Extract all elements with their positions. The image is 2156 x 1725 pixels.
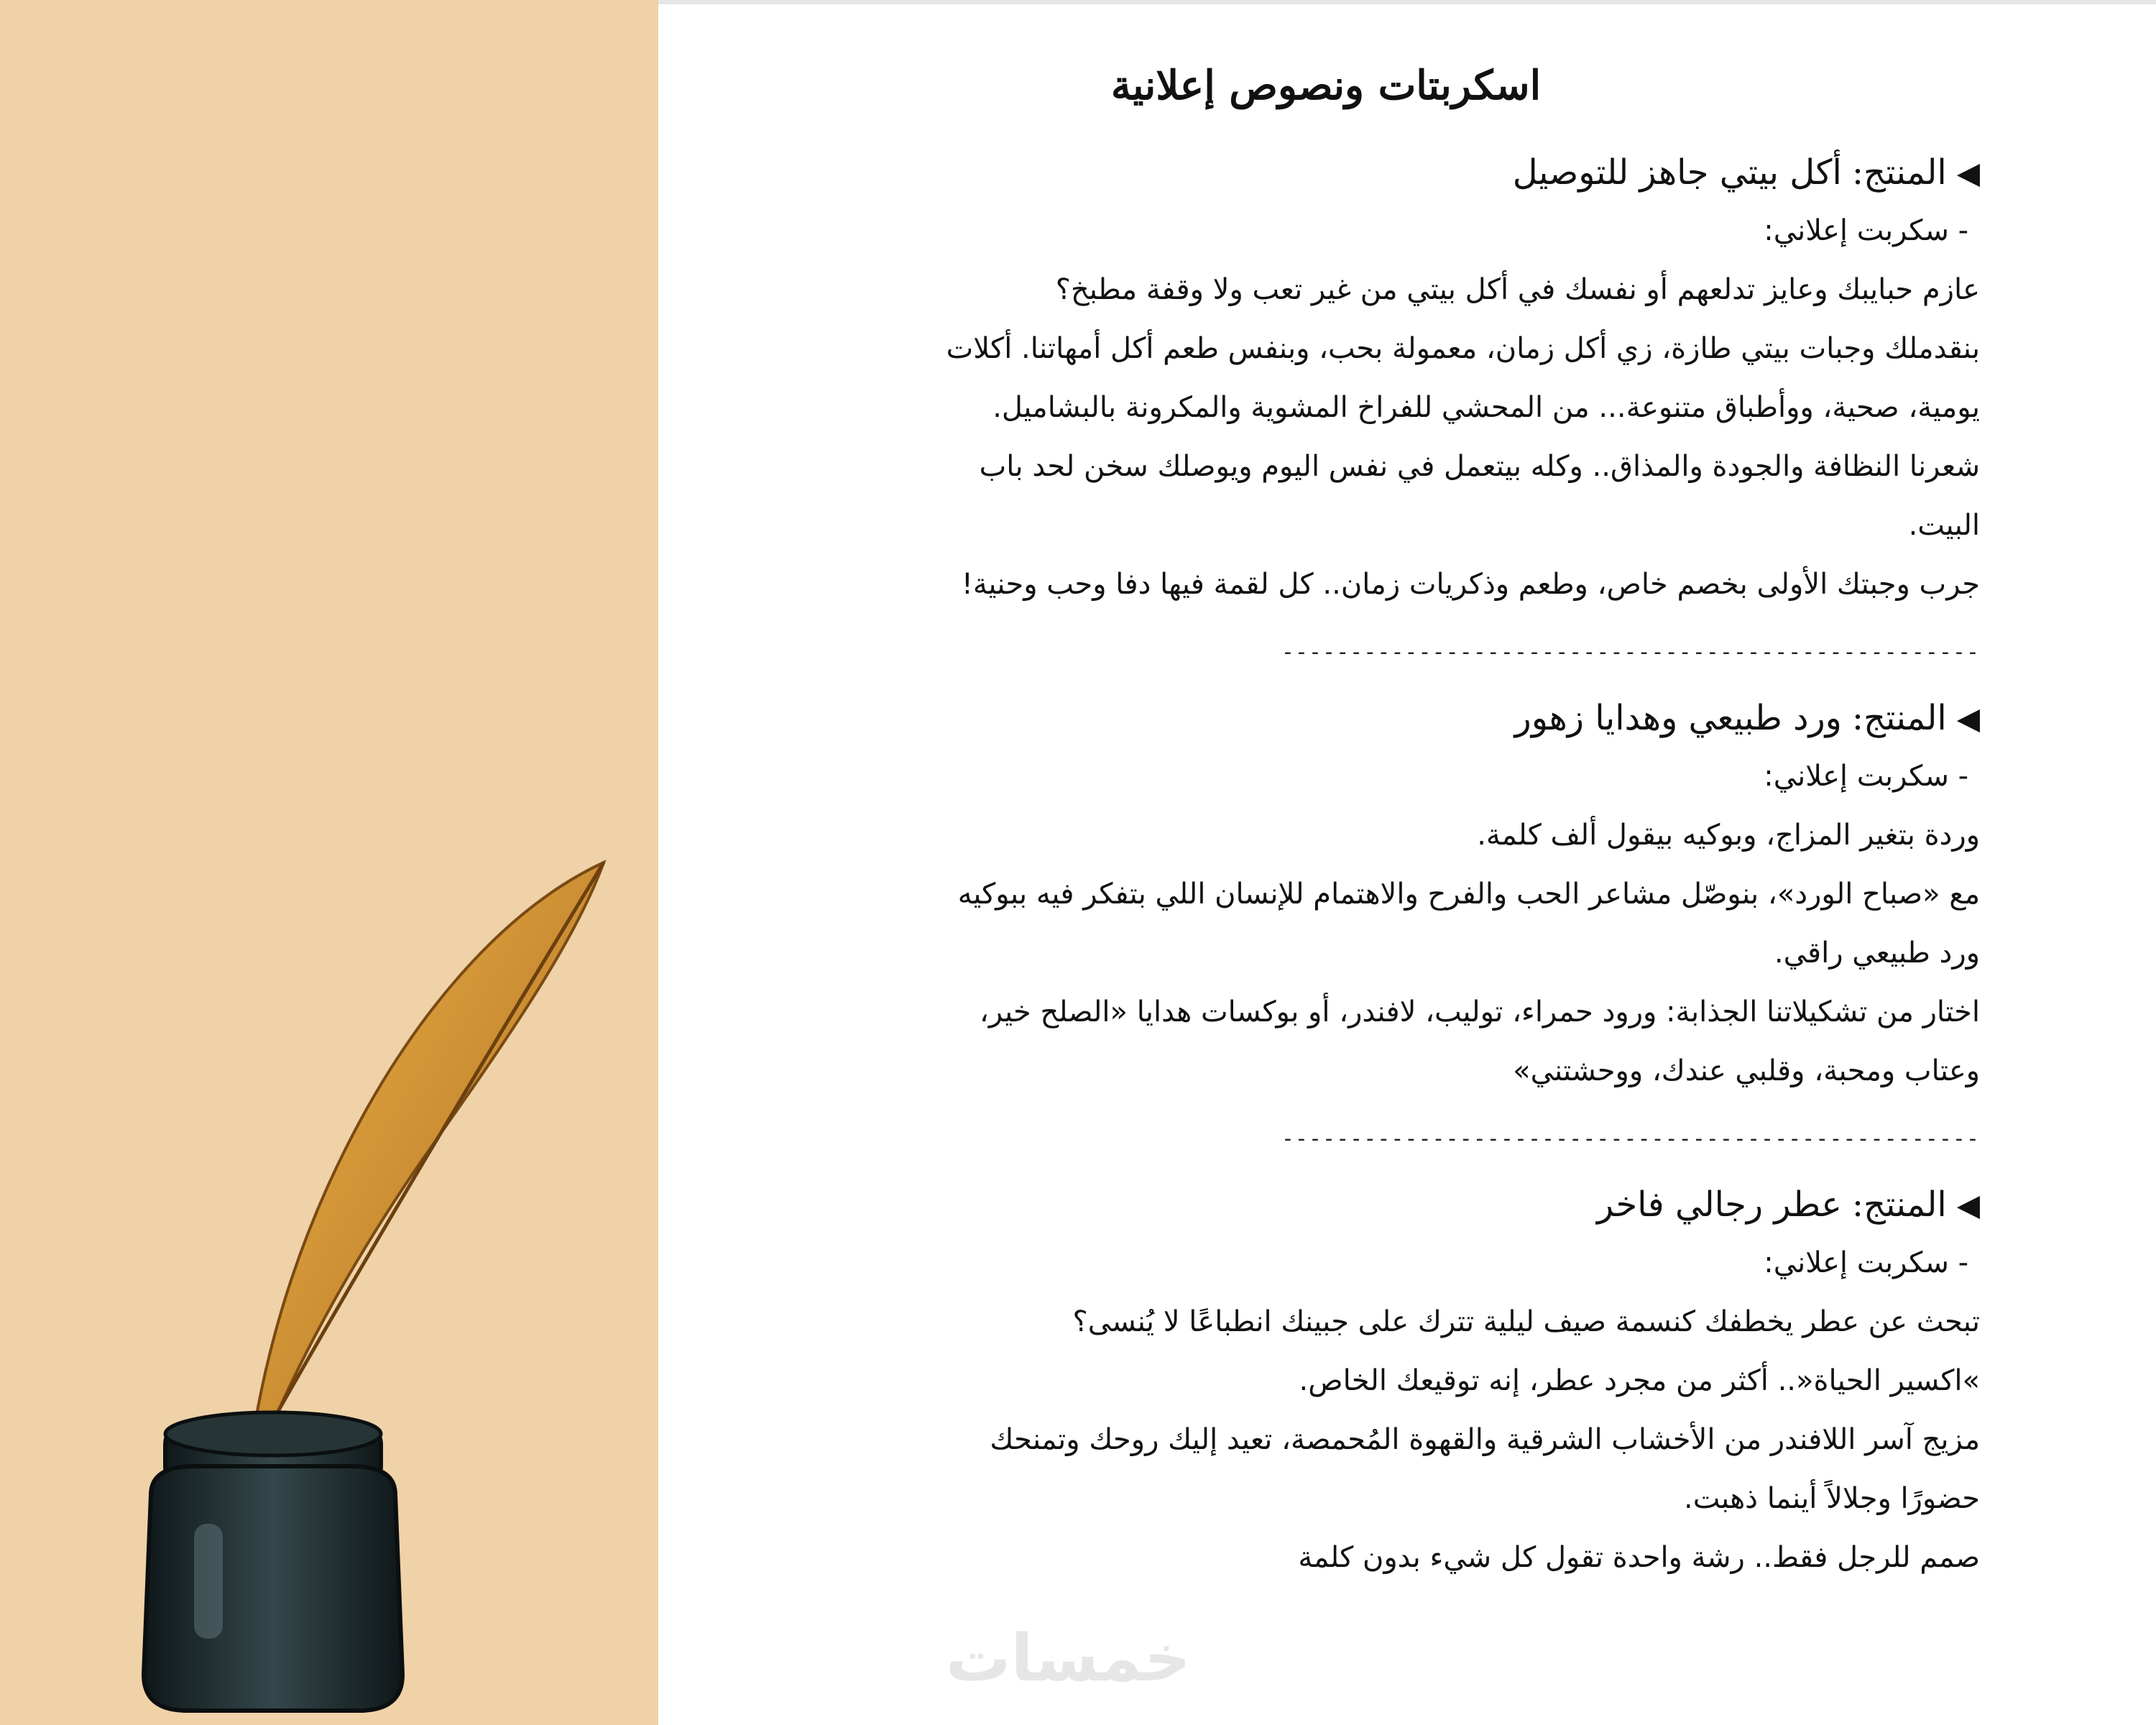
- heading-prefix: المنتج:: [1851, 152, 1947, 193]
- script-line: يومية، صحية، ووأطباق متنوعة... من المحشي للفراخ المشوية والمكرونة بالبشاميل.: [992, 391, 1980, 424]
- script-line: اختار من تشكيلاتنا الجذابة: ورود حمراء، توليب، لافندر، أو بوكسات هدايا «الصلح خير،: [980, 995, 1980, 1029]
- left-triangle-icon: ◀: [1956, 700, 1980, 736]
- script-line: عازم حبايبك وعايز تدلعهم أو نفسك في أكل بيتي من غير تعب ولا وقفة مطبخ؟: [1055, 273, 1980, 306]
- script-line: مزيج آسر اللافندر من الأخشاب الشرقية والقهوة المُحمصة، تعيد إليك روحك وتمنحك: [990, 1423, 1980, 1456]
- heading-product: أكل بيتي جاهز للتوصيل: [1512, 152, 1842, 193]
- script-line: مع «صباح الورد»، بنوصّل مشاعر الحب والفرح والاهتمام للإنسان اللي بتفكر فيه ببوكيه: [957, 878, 1980, 911]
- script-line: جرب وجبتك الأولى بخصم خاص، وطعم وذكريات زمان.. كل لقمة فيها دفا وحب وحنية!: [961, 568, 1980, 601]
- script-line: وعتاب ومحبة، وقلبي عندك، ووحشتني»: [1513, 1054, 1980, 1087]
- product-heading: [816, 152, 1980, 193]
- product-heading: [816, 1184, 1980, 1225]
- script-line: شعرنا النظافة والجودة والمذاق.. وكله بيتعمل في نفس اليوم ويوصلك سخن لحد باب: [979, 450, 1980, 483]
- product-heading: [816, 698, 1980, 738]
- script-label: - سكربت إعلاني:: [1764, 1246, 1968, 1279]
- script-line: صمم للرجل فقط.. رشة واحدة تقول كل شيء بدون كلمة: [1298, 1541, 1980, 1574]
- watermark-logo: خمسات: [946, 1621, 1192, 1696]
- section-divider: ---------------------------------------------------: [1281, 1126, 1980, 1151]
- script-line: »اكسير الحياة«.. أكثر من مجرد عطر، إنه توقيعك الخاص.: [1299, 1364, 1980, 1397]
- document-body: [816, 62, 1980, 1587]
- inkwell-icon: [144, 1412, 402, 1711]
- quill-inkwell-illustration: [108, 848, 625, 1725]
- script-label: - سكربت إعلاني:: [1764, 760, 1968, 793]
- document-page: [658, 0, 2156, 1725]
- script-line: البيت.: [1908, 509, 1980, 542]
- script-line: تبحث عن عطر يخطفك كنسمة صيف ليلية تترك على جبينك انطباعًا لا يُنسى؟: [1072, 1305, 1980, 1338]
- heading-prefix: المنتج:: [1851, 1184, 1947, 1225]
- script-label: - سكربت إعلاني:: [1764, 214, 1968, 247]
- section-divider: ---------------------------------------------------: [1281, 640, 1980, 665]
- page-title: اسكربتات ونصوص إعلانية: [1110, 62, 1542, 109]
- left-triangle-icon: ◀: [1956, 155, 1980, 190]
- script-line: وردة بتغير المزاج، وبوكيه بيقول ألف كلمة.: [1477, 819, 1980, 852]
- heading-product: عطر رجالي فاخر: [1596, 1184, 1842, 1225]
- heading-prefix: المنتج:: [1851, 698, 1947, 738]
- script-line: بنقدملك وجبات بيتي طازة، زي أكل زمان، معمولة بحب، وبنفس طعم أكل أمهاتنا. أكلات: [946, 332, 1980, 365]
- left-triangle-icon: ◀: [1956, 1187, 1980, 1223]
- decorative-side-panel: [0, 0, 658, 1725]
- script-line: ورد طبيعي راقي.: [1774, 937, 1980, 970]
- heading-product: ورد طبيعي وهدايا زهور: [1514, 698, 1842, 738]
- script-line: حضورًا وجلالاً أينما ذهبت.: [1684, 1482, 1980, 1515]
